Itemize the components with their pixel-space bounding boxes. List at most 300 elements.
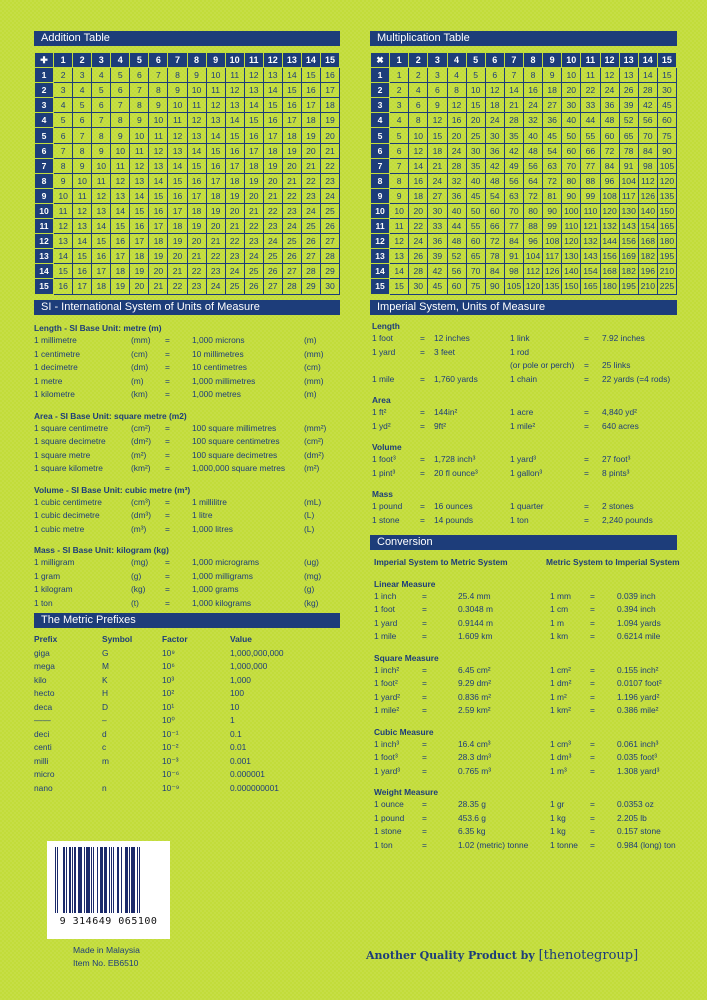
grid-cell: 19 <box>320 113 339 128</box>
grid-cell: 11 <box>168 113 187 128</box>
cell: 0.001 <box>230 755 251 766</box>
grid-row <box>35 203 340 218</box>
grid-cell: 78 <box>619 143 638 158</box>
grid-cell: 182 <box>619 264 638 279</box>
cell: 0.386 mile² <box>617 705 659 715</box>
grid-cell: 144 <box>600 234 619 249</box>
table-row <box>374 631 684 645</box>
grid-cell: 22 <box>225 234 244 249</box>
grid-cell: 90 <box>485 279 504 294</box>
grid-cell: 60 <box>485 203 504 218</box>
cell: = <box>420 333 425 343</box>
grid-cell: 8 <box>371 173 390 188</box>
cell: 1 centimetre <box>34 348 81 359</box>
barcode-bar <box>139 847 140 913</box>
grid-cell: 10 <box>92 158 111 173</box>
grid-row <box>35 128 340 143</box>
cell: 1 stone <box>372 514 400 525</box>
grid-cell: 18 <box>92 279 111 294</box>
cell: 1 litre <box>192 510 213 520</box>
grid-cell: 24 <box>409 234 428 249</box>
cell: 1 millilitre <box>192 496 227 507</box>
cell: 10⁶ <box>162 661 175 671</box>
grid-cell: 22 <box>244 219 263 234</box>
grid-cell: 5 <box>130 53 149 68</box>
grid-cell: 14 <box>409 158 428 173</box>
cell: 10⁻³ <box>162 755 179 766</box>
cell: 1 yd² <box>372 420 391 431</box>
grid-cell: 40 <box>447 203 466 218</box>
grid-cell: 50 <box>466 203 485 218</box>
grid-cell: 72 <box>524 188 543 203</box>
grid-cell: 14 <box>35 264 54 279</box>
grid-cell: 18 <box>244 158 263 173</box>
grid-cell: 11 <box>390 219 409 234</box>
grid-cell: 22 <box>301 173 320 188</box>
cell: = <box>590 738 595 749</box>
section-heading: Area - SI Base Unit: square metre (m2) <box>34 410 187 421</box>
cell: 1 square centimetre <box>34 422 109 433</box>
grid-cell: 19 <box>168 234 187 249</box>
grid-cell: 14 <box>187 143 206 158</box>
cell: 1 kg <box>550 826 566 836</box>
grid-cell: 12 <box>600 53 619 68</box>
grid-cell: 14 <box>371 264 390 279</box>
grid-cell: 56 <box>524 158 543 173</box>
grid-cell: 6 <box>111 83 130 98</box>
cell: = <box>422 812 427 823</box>
cell: 10¹ <box>162 701 175 712</box>
grid-cell: 23 <box>225 249 244 264</box>
cell: 1 mm <box>550 590 571 601</box>
table-row <box>374 665 684 679</box>
barcode <box>47 841 170 939</box>
cell: K <box>102 674 108 685</box>
cell: (cm²) <box>304 436 324 446</box>
grid-cell: 7 <box>111 98 130 113</box>
addition-table <box>34 52 340 295</box>
section-heading: Mass - SI Base Unit: kilogram (kg) <box>34 545 169 555</box>
cell: = <box>584 333 589 343</box>
cell: = <box>165 557 170 567</box>
table-row <box>374 618 684 632</box>
table-row <box>372 515 677 529</box>
cell: 1 foot <box>372 333 393 343</box>
cell: 16.4 cm³ <box>458 738 491 749</box>
grid-cell: 14 <box>504 83 523 98</box>
grid-cell: 28 <box>320 249 339 264</box>
grid-cell: 45 <box>466 188 485 203</box>
grid-cell: 8 <box>111 113 130 128</box>
grid-cell: 96 <box>524 234 543 249</box>
cell: 1 stone <box>374 826 402 836</box>
cell: = <box>422 799 427 809</box>
grid-cell: 11 <box>581 53 600 68</box>
table-row <box>374 678 684 692</box>
grid-cell: 77 <box>581 158 600 173</box>
grid-cell: 54 <box>543 143 562 158</box>
grid-cell: 28 <box>638 83 657 98</box>
grid-cell: 21 <box>225 219 244 234</box>
cell: mega <box>34 661 55 671</box>
cell: 1 square kilometre <box>34 463 103 473</box>
cell: 10 centimetres <box>192 362 247 372</box>
grid-cell: 130 <box>562 249 581 264</box>
grid-cell: 5 <box>35 128 54 143</box>
cell: 6.35 kg <box>458 826 486 836</box>
table-row <box>34 524 340 538</box>
grid-cell: 8 <box>54 158 73 173</box>
grid-cell: 5 <box>92 83 111 98</box>
section-heading: Cubic Measure <box>374 726 434 737</box>
cell: 1 cubic centimetre <box>34 496 102 507</box>
grid-cell: 22 <box>263 203 282 218</box>
grid-row <box>35 173 340 188</box>
grid-row <box>371 234 677 249</box>
cell: = <box>422 839 427 850</box>
cell: 1 mile² <box>374 705 400 715</box>
grid-row <box>371 113 677 128</box>
grid-cell: 16 <box>320 68 339 83</box>
table-row <box>34 389 340 403</box>
grid-cell: 10 <box>111 143 130 158</box>
grid-cell: 42 <box>638 98 657 113</box>
cell: 10⁹ <box>162 647 175 658</box>
cell: (mm²) <box>304 422 327 433</box>
grid-cell: 7 <box>504 68 523 83</box>
grid-cell: 10 <box>409 128 428 143</box>
grid-cell: 5 <box>466 68 485 83</box>
cell: 10⁰ <box>162 715 175 725</box>
grid-cell: 12 <box>111 173 130 188</box>
grid-cell: 12 <box>35 234 54 249</box>
grid-cell: 20 <box>320 128 339 143</box>
section-heading: Square Measure <box>374 652 439 663</box>
grid-row <box>371 143 677 158</box>
grid-cell: 18 <box>225 173 244 188</box>
grid-cell: 16 <box>282 98 301 113</box>
item-number-label: Item No. EB6510 <box>73 958 139 968</box>
cell: = <box>584 420 589 431</box>
grid-cell: 12 <box>390 234 409 249</box>
grid-cell: 12 <box>600 68 619 83</box>
grid-cell: 26 <box>301 234 320 249</box>
cell: (ug) <box>304 557 319 567</box>
cell: 1 yard <box>372 346 396 357</box>
grid-cell: 10 <box>206 68 225 83</box>
grid-cell: 120 <box>562 234 581 249</box>
grid-cell: 1 <box>390 68 409 83</box>
grid-cell: 80 <box>562 173 581 188</box>
cell: 0.9144 m <box>458 617 493 628</box>
grid-cell: 99 <box>581 188 600 203</box>
grid-cell: 14 <box>149 173 168 188</box>
grid-cell: 169 <box>619 249 638 264</box>
cell: 100 square millimetres <box>192 422 277 433</box>
grid-cell: 15 <box>225 128 244 143</box>
grid-cell: 91 <box>619 158 638 173</box>
table-row <box>374 739 684 753</box>
grid-cell: 15 <box>168 173 187 188</box>
grid-cell: 16 <box>244 128 263 143</box>
metric-prefixes-block <box>34 634 340 796</box>
cell: = <box>590 799 595 809</box>
grid-cell: 72 <box>600 143 619 158</box>
grid-cell: 30 <box>485 128 504 143</box>
cell: (L) <box>304 510 315 520</box>
grid-cell: 19 <box>187 219 206 234</box>
cell: = <box>420 454 425 464</box>
cell: 1 kg <box>550 812 566 823</box>
grid-row <box>35 113 340 128</box>
cell: = <box>422 765 427 776</box>
table-row <box>34 436 340 450</box>
grid-cell: 20 <box>466 113 485 128</box>
cell: 10² <box>162 688 175 698</box>
grid-cell: 3 <box>73 68 92 83</box>
grid-cell: 18 <box>263 143 282 158</box>
grid-cell: 35 <box>504 128 523 143</box>
cell: Symbol <box>102 634 133 644</box>
grid-cell: 14 <box>263 83 282 98</box>
grid-row <box>35 68 340 83</box>
grid-cell: 66 <box>581 143 600 158</box>
grid-cell: 6 <box>35 143 54 158</box>
grid-cell: 25 <box>263 249 282 264</box>
grid-cell: 12 <box>244 68 263 83</box>
grid-cell: 55 <box>581 128 600 143</box>
grid-cell: 90 <box>657 143 676 158</box>
table-row <box>374 604 684 618</box>
grid-cell: 17 <box>130 234 149 249</box>
cell: 1,000 micrograms <box>192 557 260 567</box>
grid-row <box>35 264 340 279</box>
grid-cell: 7 <box>130 83 149 98</box>
grid-cell: 168 <box>638 234 657 249</box>
grid-cell: 9 <box>92 143 111 158</box>
cell: 0.836 m² <box>458 691 492 702</box>
grid-cell: 14 <box>111 203 130 218</box>
table-row <box>34 497 340 511</box>
grid-cell: 24 <box>485 113 504 128</box>
cell: (t) <box>131 597 139 608</box>
grid-cell: 13 <box>54 234 73 249</box>
table-row <box>34 769 340 783</box>
grid-cell: 32 <box>447 173 466 188</box>
cell: = <box>584 514 589 525</box>
grid-cell: 15 <box>130 203 149 218</box>
brand-logo: [thenotegroup] <box>538 948 639 963</box>
cell: (m²) <box>304 463 320 473</box>
grid-cell: 28 <box>301 264 320 279</box>
grid-cell: 2 <box>390 83 409 98</box>
cell: = <box>165 523 170 534</box>
table-row <box>34 335 340 349</box>
grid-cell: 16 <box>206 158 225 173</box>
grid-cell: 70 <box>504 203 523 218</box>
grid-cell: 98 <box>504 264 523 279</box>
table-row <box>34 598 340 612</box>
grid-cell: 112 <box>524 264 543 279</box>
section-heading: Area <box>372 395 391 405</box>
cell: = <box>422 738 427 749</box>
grid-cell: 1 <box>390 53 409 68</box>
grid-cell: 143 <box>619 219 638 234</box>
cell: 1 millimetre <box>34 335 77 345</box>
table-row <box>374 705 684 719</box>
grid-cell: 8 <box>187 53 206 68</box>
grid-cell: 5 <box>111 68 130 83</box>
grid-cell: 12 <box>225 83 244 98</box>
cell: (m) <box>304 335 317 345</box>
cell: = <box>165 335 170 345</box>
grid-cell: 15 <box>92 234 111 249</box>
cell: = <box>165 463 170 473</box>
grid-cell: 12 <box>54 219 73 234</box>
cell: (dm²) <box>131 436 152 446</box>
grid-row <box>35 249 340 264</box>
cell: 2.59 km² <box>458 705 491 715</box>
grid-cell: 23 <box>263 219 282 234</box>
grid-cell: 15 <box>657 68 676 83</box>
cell: 10 millimetres <box>192 348 244 359</box>
grid-cell: 150 <box>562 279 581 294</box>
grid-cell: 8 <box>390 173 409 188</box>
cell: – <box>102 715 107 725</box>
cell: 1 ounce <box>374 799 404 809</box>
table-row <box>34 584 340 598</box>
grid-row <box>35 279 340 294</box>
cell: 1 decimetre <box>34 362 78 372</box>
grid-cell: 195 <box>657 249 676 264</box>
grid-cell: 18 <box>149 234 168 249</box>
grid-cell: 6 <box>54 128 73 143</box>
grid-cell: 6 <box>390 143 409 158</box>
cell: 1,000 kilograms <box>192 597 252 608</box>
grid-cell: 7 <box>35 158 54 173</box>
table-row <box>372 374 677 388</box>
cell: 1 quarter <box>510 501 544 511</box>
grid-cell: 9 <box>428 98 447 113</box>
grid-row <box>371 158 677 173</box>
grid-cell: 13 <box>263 68 282 83</box>
brand-tagline <box>366 948 638 963</box>
grid-cell: 19 <box>225 188 244 203</box>
cell: giga <box>34 647 50 658</box>
grid-cell: 8 <box>130 98 149 113</box>
cell: 0.035 foot³ <box>617 752 658 762</box>
grid-cell: 15 <box>320 53 339 68</box>
cell: 1 ton <box>510 514 529 525</box>
grid-cell: 18 <box>111 264 130 279</box>
grid-cell: 182 <box>638 249 657 264</box>
grid-cell: 4 <box>35 113 54 128</box>
grid-cell: 19 <box>244 173 263 188</box>
grid-cell: 7 <box>168 53 187 68</box>
cell: 1 m² <box>550 691 567 702</box>
cell: 1.308 yard³ <box>617 765 660 776</box>
cell: 0.01 <box>230 742 247 752</box>
grid-cell: 27 <box>301 249 320 264</box>
grid-cell: 5 <box>54 113 73 128</box>
grid-cell: 13 <box>168 143 187 158</box>
grid-cell: 15 <box>73 249 92 264</box>
grid-cell: 20 <box>187 234 206 249</box>
grid-cell: 150 <box>657 203 676 218</box>
cell: 1 gram <box>34 570 61 581</box>
grid-cell: 196 <box>638 264 657 279</box>
grid-cell: 165 <box>657 219 676 234</box>
cell: = <box>165 510 170 520</box>
grid-cell: 12 <box>371 234 390 249</box>
cell: —— <box>34 715 51 725</box>
grid-cell: 12 <box>428 113 447 128</box>
grid-row <box>371 279 677 294</box>
grid-cell: 26 <box>409 249 428 264</box>
grid-cell: 1 <box>54 53 73 68</box>
cell: micro <box>34 769 55 779</box>
grid-cell: 10 <box>466 83 485 98</box>
cell: 1 foot² <box>374 678 398 688</box>
grid-cell: 6 <box>371 143 390 158</box>
grid-cell: 20 <box>301 143 320 158</box>
grid-cell: 121 <box>581 219 600 234</box>
grid-cell: 17 <box>263 128 282 143</box>
grid-cell: 156 <box>600 249 619 264</box>
grid-cell: 135 <box>657 188 676 203</box>
grid-cell: 7 <box>54 143 73 158</box>
grid-cell: 2 <box>371 83 390 98</box>
cell: (dm) <box>131 362 149 372</box>
table-row <box>34 510 340 524</box>
grid-cell: 12 <box>149 143 168 158</box>
grid-cell: 18 <box>301 113 320 128</box>
cell: = <box>165 449 170 460</box>
grid-cell: 16 <box>524 83 543 98</box>
cell: (mg) <box>131 557 149 567</box>
grid-cell: 120 <box>657 173 676 188</box>
grid-cell: 27 <box>320 234 339 249</box>
grid-cell: 9 <box>35 188 54 203</box>
cell: M <box>102 661 109 671</box>
cell: H <box>102 688 109 698</box>
grid-cell: 45 <box>428 279 447 294</box>
grid-cell: 8 <box>524 53 543 68</box>
cell: 10⁻⁹ <box>162 782 180 793</box>
grid-cell: 13 <box>111 188 130 203</box>
cell: (g) <box>304 584 315 594</box>
cell: = <box>420 467 425 478</box>
cell: 1 mile <box>372 373 395 384</box>
grid-cell: 21 <box>428 158 447 173</box>
grid-cell: 11 <box>581 68 600 83</box>
grid-cell: 60 <box>562 143 581 158</box>
grid-cell: 14 <box>282 68 301 83</box>
grid-cell: 126 <box>638 188 657 203</box>
grid-cell: 23 <box>244 234 263 249</box>
grid-cell: 4 <box>54 98 73 113</box>
grid-cell: 16 <box>301 83 320 98</box>
cell: = <box>165 348 170 359</box>
cell: Factor <box>162 634 188 644</box>
grid-cell: 7 <box>504 53 523 68</box>
grid-cell: 60 <box>657 113 676 128</box>
grid-cell: 9 <box>543 53 562 68</box>
grid-cell: 17 <box>225 158 244 173</box>
cell: = <box>165 362 170 372</box>
cell: 0.984 (long) ton <box>617 839 676 850</box>
grid-cell: 9 <box>187 68 206 83</box>
